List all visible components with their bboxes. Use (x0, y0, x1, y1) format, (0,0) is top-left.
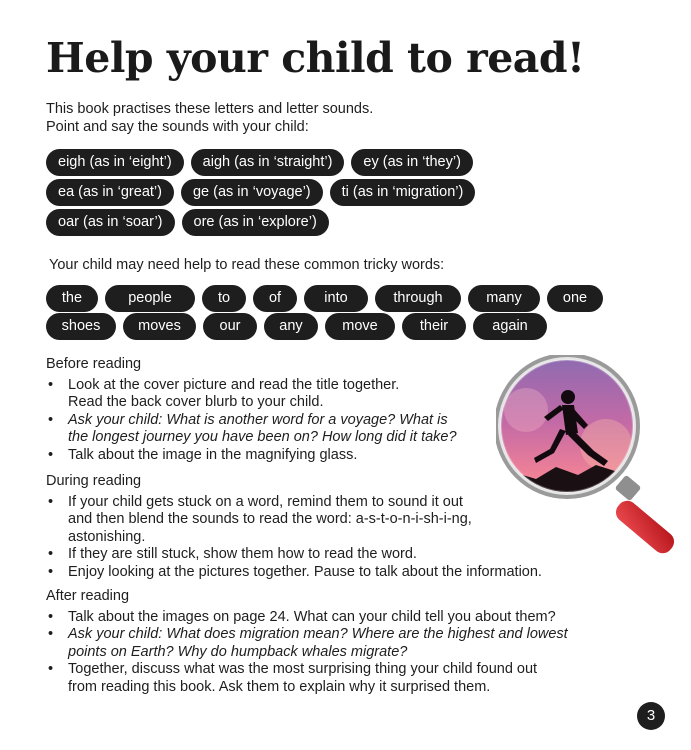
sound-pill: ey (as in ‘they’) (351, 149, 473, 176)
magnifying-glass-image (496, 355, 691, 560)
intro-line-2: Point and say the sounds with your child: (46, 119, 309, 135)
tricky-word-pill: into (304, 285, 368, 312)
sound-pill: ore (as in ‘explore’) (182, 209, 329, 236)
before-reading-section (46, 356, 457, 464)
tricky-word-pill: shoes (46, 313, 116, 340)
list-item: • Enjoy looking at the pictures together. Pause to talk about the information. (46, 564, 542, 582)
tricky-row-1 (46, 285, 603, 312)
after-reading-list (46, 609, 568, 697)
list-item: • Together, discuss what was the most surprising thing your child found out from reading this book. Ask them to explain why it surprised them. (46, 661, 568, 696)
tricky-word-pill: the (46, 285, 98, 312)
tricky-word-pill: people (105, 285, 195, 312)
after-reading-heading: After reading (46, 588, 130, 604)
intro-text (46, 100, 373, 136)
tricky-word-pill: of (253, 285, 297, 312)
list-item: • Ask your child: What does migration mean? Where are the highest and lowest points on Earth? Why do humpback whales migrate? (46, 626, 568, 661)
sound-pill: ea (as in ‘great’) (46, 179, 174, 206)
list-item: • If they are still stuck, show them how to read the word. (46, 546, 542, 564)
before-reading-list (46, 377, 457, 465)
sound-pill: ti (as in ‘migration’) (330, 179, 476, 206)
sound-pill: aigh (as in ‘straight’) (191, 149, 345, 176)
page-number: 3 (637, 702, 665, 730)
tricky-word-pill: move (325, 313, 395, 340)
list-item: • If your child gets stuck on a word, remind them to sound it out and then blend the sounds to read the word: a-s-t-o-n-i-sh-i-ng, astonishing. (46, 494, 542, 547)
intro-line-1: This book practises these letters and letter sounds. (46, 101, 374, 117)
list-item: • Talk about the image in the magnifying glass. (46, 447, 457, 465)
sound-row-1 (46, 149, 473, 176)
tricky-row-2 (46, 313, 547, 340)
tricky-word-pill: any (264, 313, 318, 340)
after-reading-section (46, 588, 568, 696)
sound-row-3 (46, 209, 329, 236)
list-item: • Talk about the images on page 24. What can your child tell you about them? (46, 609, 568, 627)
before-reading-heading: Before reading (46, 356, 142, 372)
sound-pill: eigh (as in ‘eight’) (46, 149, 184, 176)
tricky-word-pill: to (202, 285, 246, 312)
sound-pill: oar (as in ‘soar’) (46, 209, 175, 236)
list-item: • Ask your child: What is another word for a voyage? What is the longest journey you have been on? How long did it take? (46, 412, 457, 447)
tricky-word-pill: our (203, 313, 257, 340)
sound-pill: ge (as in ‘voyage’) (181, 179, 323, 206)
list-item: • Look at the cover picture and read the title together. Read the back cover blurb to your child. (46, 377, 457, 412)
tricky-word-pill: through (375, 285, 461, 312)
tricky-word-pill: moves (123, 313, 196, 340)
tricky-word-pill: their (402, 313, 466, 340)
magnifier-handle (612, 475, 678, 558)
during-reading-heading: During reading (46, 473, 142, 489)
tricky-word-pill: again (473, 313, 547, 340)
tricky-word-pill: one (547, 285, 603, 312)
page-title: Help your child to read! (46, 34, 585, 82)
during-reading-list (46, 494, 542, 582)
tricky-words-intro: Your child may need help to read these common tricky words: (49, 257, 445, 273)
during-reading-section (46, 473, 542, 581)
tricky-word-pill: many (468, 285, 540, 312)
sound-row-2 (46, 179, 475, 206)
